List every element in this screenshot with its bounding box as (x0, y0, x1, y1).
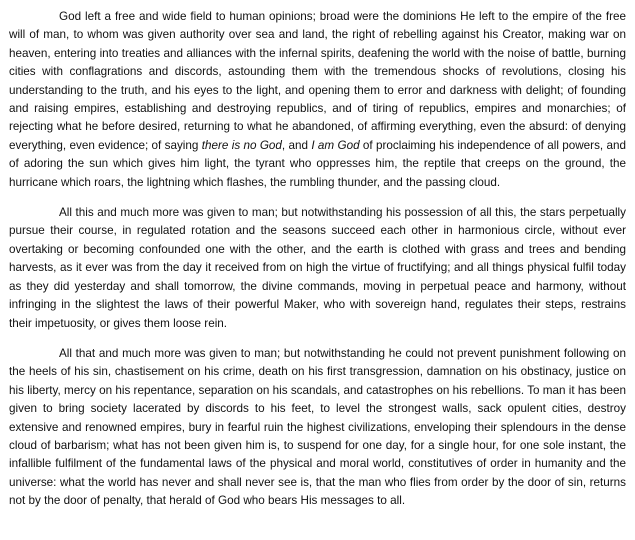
paragraph-3 (9, 345, 626, 511)
text-segment: All that and much more was given to man; but notwithstanding he could not prevent punishment following on the heels of his sin, chastisement on his crime, death on his first transgression, damnation on his obstinacy, justice on his liberty, mercy on his repentance, separation on his scandals, and catastrophes on his rebellions. To man it has been given to bring society lacerated by discords to his feet, to level the strongest walls, sack opulent cities, destroy extensive and renowned empires, bury in fearful ruin the highest civilizations, enveloping their splendours in the dense cloud of barbarism; what has not been given him is, to suspend for one day, for a single hour, for one sole instant, the infallible fulfilment of the fundamental laws of the physical and moral world, constitutives of order in humanity and the universe: what the world has never and shall never see is, that the man who flies from order by the door of sin, returns not by the door of penalty, that herald of God who bears His messages to all. (9, 346, 626, 508)
text-segment: of proclaiming his independence of all powers, and of adoring the sun which gives him light, the tyrant who oppresses him, the reptile that creeps on the ground, the hurricane which roars, the lightning which flashes, the rumbling thunder, and the passing cloud. (9, 138, 626, 189)
paragraph-2 (9, 204, 626, 333)
italic-text-segment: I am God (311, 138, 360, 152)
text-segment: All this and much more was given to man; but notwithstanding his possession of all this, the stars perpetually pursue their course, in regulated rotation and the seasons succeed each other in harmonious circle, without ever overtaking or becoming confounded one with the other, and the earth is clothed with grass and trees and bending harvests, as it ever was from the day it received from on high the virtue of fructifying; and all things physical fulfil today as they did yesterday and shall tomorrow, the divine commands, moving in perpetual peace and harmony, without infringing in the slightest the laws of their powerful Maker, who with sovereign hand, regulates their steps, restrains their impetuosity, or gives them loose rein. (9, 206, 626, 330)
text-segment: God left a free and wide field to human opinions; broad were the dominions He left to the empire of the free will of man, to whom was given authority over sea and land, the right of rebelling against his Creator, making war on heaven, entering into treaties and alliances with the infernal spirits, deafening the world with the noise of battle, burning cities with conflagrations and discords, astounding them with the tremendous shocks of revolutions, closing his understanding to the truth, and his eyes to the light, and opening them to error and darkness with delight; of founding and raising empires, establishing and destroying republics, and of tiring of republics, empires and monarchies; of rejecting what he before desired, returning to what he abandoned, of affirming everything, even the absurd: of denying everything, even evidence; of saying (9, 10, 626, 152)
text-segment: , and (281, 138, 312, 152)
paragraph-1 (9, 8, 626, 192)
italic-text-segment: there is no God (201, 138, 282, 152)
